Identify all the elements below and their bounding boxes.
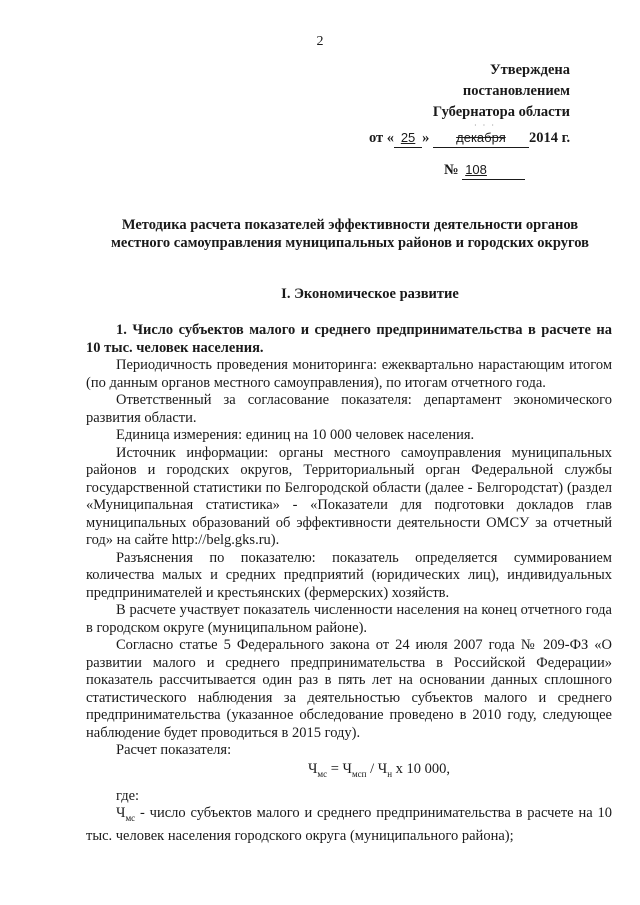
document-body — [86, 322, 612, 845]
approval-line-3: Губернатора области — [432, 104, 570, 120]
paragraph-explanation: Разъяснения по показателю: показатель определяется суммированием количества малых и средних предприятий (юридических лиц), индивидуальных предпринимателей и крестьянских (фермерских) хозяйств. — [86, 549, 612, 601]
document-title — [60, 216, 640, 252]
date-mid: » — [422, 130, 430, 146]
date-month: декабря — [456, 130, 506, 145]
definition-symbol: Ч — [116, 805, 126, 822]
paragraph-law: Согласно статье 5 Федерального закона от 24 июля 2007 года № 209-ФЗ «О развитии малого и среднего предпринимательства в Российской Федерации» показатель рассчитывается один раз в пять лет на основании данных сплошного статистического наблюдения за деятельностью субъектов малого и среднего предпринимательства (указанное обследование проведено в 2010 году, следующее наблюдение будет проводиться в 2015 году). — [86, 637, 612, 741]
page-number: 2 — [316, 34, 324, 49]
document-number — [444, 162, 525, 180]
section-heading: I. Экономическое развитие — [281, 286, 459, 302]
definition-text: - число субъектов малого и среднего предпринимательства в расчете на 10 тыс. человек населения городского округа (муниципального района); — [86, 805, 612, 844]
approval-date — [369, 130, 570, 148]
title-line-2: местного самоуправления муниципальных районов и городских округов — [111, 235, 589, 251]
paragraph-population: В расчете участвует показатель численности населения на конец отчетного года в городском округе (муниципальном районе). — [86, 602, 612, 636]
number-sign: № — [444, 162, 459, 178]
where-label: где: — [116, 787, 140, 804]
paragraph-source: Источник информации: органы местного самоуправления муниципальных районов и городских округов, Территориальный орган Федеральной службы государственной статистики по Белгородской области (далее - Белгородстат) (раздел «Муниципальная статистика» - «Показатели для подготовки докладов глав муниципальных образований об эффективности деятельности ОМСУ за отчетный год» на сайте http://belg.gks.ru). — [86, 444, 612, 548]
definition-symbol-sub: мс — [125, 813, 136, 824]
paragraph-definition — [86, 805, 612, 845]
approval-block — [360, 60, 570, 123]
title-line-1: Методика расчета показателей эффективности деятельности органов — [121, 217, 579, 233]
number-value: 108 — [465, 162, 487, 177]
date-prefix: от « — [369, 130, 395, 146]
indicator-heading: 1. Число субъектов малого и среднего предпринимательства в расчете на 10 тыс. человек населения. — [86, 322, 612, 356]
handwritten-mark: · · · — [474, 121, 496, 130]
approval-line-2: постановлением — [462, 83, 570, 99]
paragraph-responsible: Ответственный за согласование показателя: департамент экономического развития области. — [86, 392, 612, 426]
formula: $Ч_{мс} = Ч_{мсп} / Ч_н$ х 10 000, — [307, 760, 451, 779]
paragraph-calculation: Расчет показателя: — [116, 742, 232, 758]
date-year: 2014 г. — [528, 130, 571, 146]
paragraph-unit: Единица измерения: единиц на 10 000 человек населения. — [116, 427, 475, 443]
approval-line-1: Утверждена — [490, 62, 570, 78]
paragraph-periodicity: Периодичность проведения мониторинга: ежеквартально нарастающим итогом (по данным органов местного самоуправления), по итогам отчетного года. — [86, 357, 612, 391]
date-day: 25 — [400, 130, 416, 145]
